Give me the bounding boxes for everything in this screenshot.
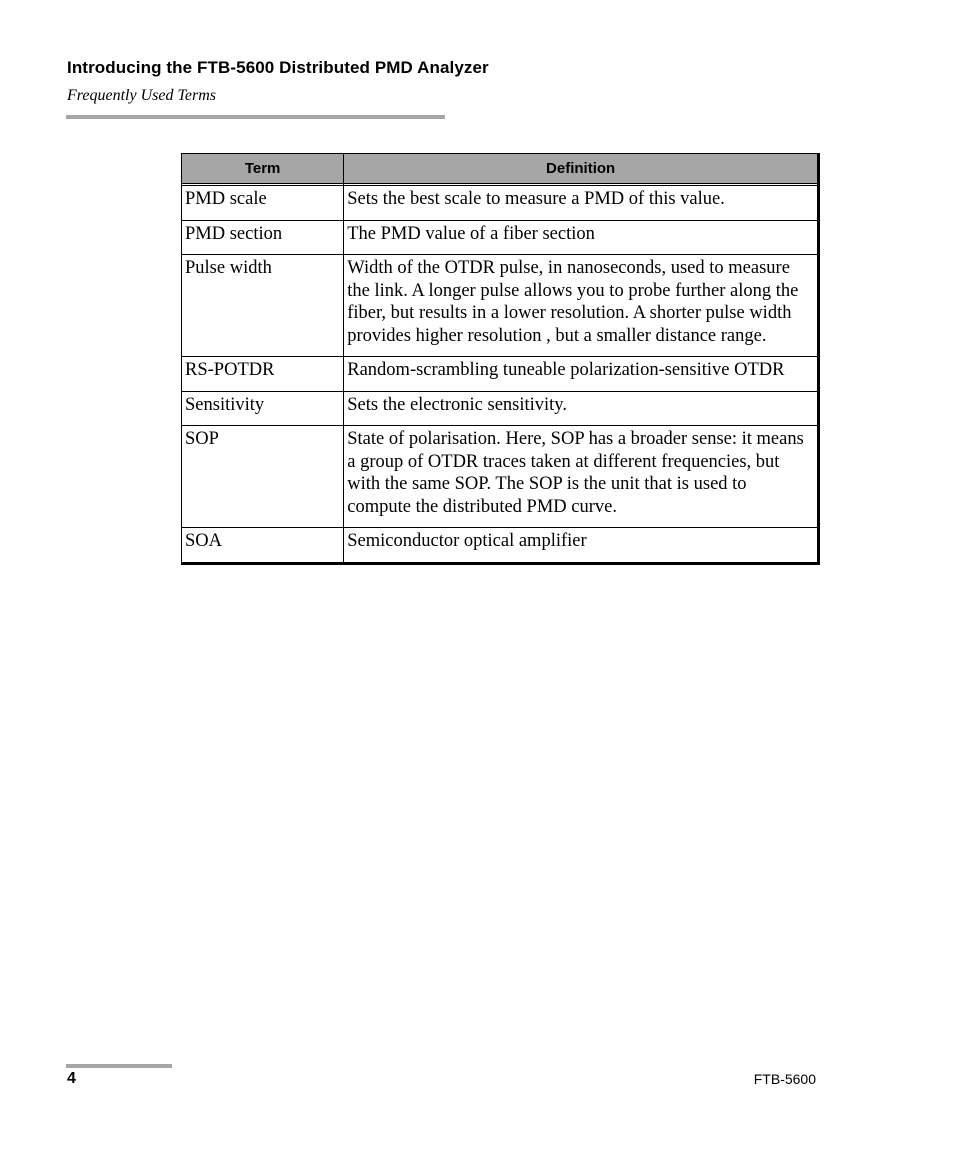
term-cell: PMD section <box>182 220 344 255</box>
document-id: FTB-5600 <box>753 1071 816 1087</box>
definition-cell: Random-scrambling tuneable polarization-sensitive OTDR <box>344 357 819 392</box>
definition-cell: Width of the OTDR pulse, in nanoseconds, used to measure the link. A longer pulse allows you to probe further along the fiber, but results in a lower resolution. A shorter pulse width provides higher resolution , but a smaller distance range. <box>344 255 819 357</box>
table-row <box>182 528 819 564</box>
term-cell: SOP <box>182 426 344 528</box>
term-cell: PMD scale <box>182 186 344 221</box>
page-number: 4 <box>67 1070 76 1087</box>
term-cell: Sensitivity <box>182 391 344 426</box>
definition-cell: Sets the best scale to measure a PMD of this value. <box>344 186 819 221</box>
table-row <box>182 255 819 357</box>
column-header-definition: Definition <box>344 154 819 184</box>
column-header-term: Term <box>182 154 344 184</box>
term-cell: SOA <box>182 528 344 564</box>
table-header-row <box>182 154 819 184</box>
terms-table <box>181 153 820 565</box>
table-row <box>182 391 819 426</box>
definition-cell: Semiconductor optical amplifier <box>344 528 819 564</box>
term-cell: Pulse width <box>182 255 344 357</box>
footer-rule <box>66 1064 172 1068</box>
running-head-title: Introducing the FTB-5600 Distributed PMD Analyzer <box>67 58 489 77</box>
term-cell: RS-POTDR <box>182 357 344 392</box>
header-rule <box>66 115 445 119</box>
table-row <box>182 186 819 221</box>
running-head-subtitle: Frequently Used Terms <box>67 87 217 104</box>
table-row <box>182 220 819 255</box>
table-row <box>182 426 819 528</box>
definition-cell: State of polarisation. Here, SOP has a broader sense: it means a group of OTDR traces taken at different frequencies, but with the same SOP. The SOP is the unit that is used to compute the distributed PMD curve. <box>344 426 819 528</box>
definition-cell: Sets the electronic sensitivity. <box>344 391 819 426</box>
table-row <box>182 357 819 392</box>
definition-cell: The PMD value of a fiber section <box>344 220 819 255</box>
